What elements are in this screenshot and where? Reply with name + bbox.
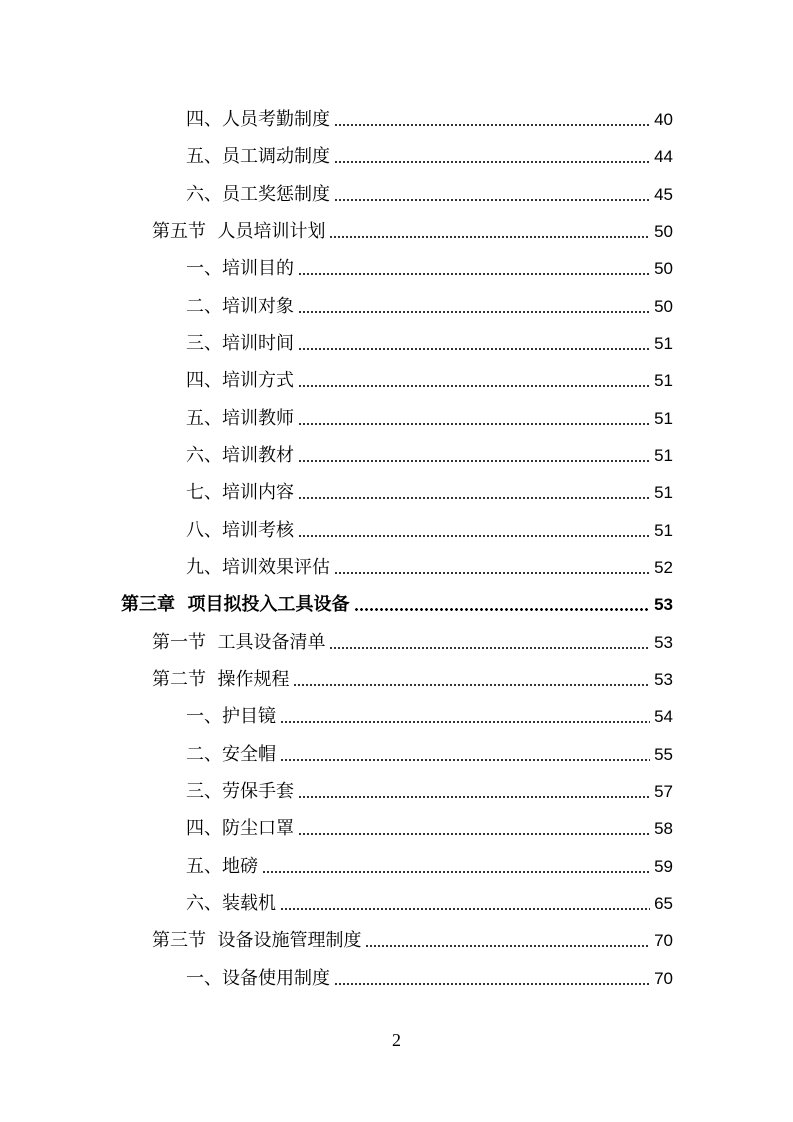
toc-entry[interactable] [186,474,673,504]
dot-leader [354,608,651,611]
toc-entry-title: 安全帽 [222,744,276,765]
toc-chapter-entry[interactable] [121,586,673,616]
toc-entry[interactable] [186,437,673,467]
toc-entry-number: 一、 [186,706,222,727]
toc-entry[interactable] [186,400,673,430]
dot-leader [365,945,650,947]
toc-entry[interactable] [186,138,673,168]
toc-entry-title: 培训方式 [222,370,294,391]
toc-entry-title: 员工调动制度 [222,146,330,167]
dot-leader [329,647,650,649]
toc-entry-title: 工具设备清单 [217,632,326,653]
toc-entry-page: 40 [654,110,673,129]
toc-entry-number: 六、 [186,445,222,466]
dot-leader [298,273,650,275]
toc-entry[interactable] [186,512,673,542]
dot-leader [298,423,650,425]
toc-entry-title: 培训内容 [222,482,294,503]
toc-entry-number: 六、 [186,184,222,205]
toc-entry-number: 四、 [186,109,222,130]
toc-entry-title: 培训目的 [222,258,294,279]
dot-leader [334,161,650,163]
toc-entry[interactable] [186,885,673,915]
toc-entry-page: 59 [654,857,673,876]
toc-entry-number: 六、 [186,893,222,914]
dot-leader [334,983,650,985]
toc-entry-title: 人员培训计划 [217,221,326,242]
toc-entry-number: 第五节 [152,221,218,242]
dot-leader [329,236,650,238]
dot-leader [298,460,650,462]
toc-entry-title: 培训考核 [222,520,294,541]
toc-entry-title: 装载机 [222,893,276,914]
toc-entry-page: 52 [654,558,673,577]
dot-leader [262,871,650,873]
toc-entry[interactable] [186,736,673,766]
dot-leader [298,796,650,798]
toc-entry[interactable] [186,176,673,206]
toc-entry-title: 培训时间 [222,333,294,354]
toc-entry-page: 51 [654,334,673,353]
toc-entry-title: 防尘口罩 [222,818,294,839]
toc-entry-number: 一、 [186,258,222,279]
toc-entry[interactable] [186,773,673,803]
toc-entry-number: 第三章 [121,594,188,615]
toc-entry-number: 五、 [186,408,222,429]
dot-leader [293,684,650,686]
dot-leader [298,385,650,387]
toc-entry[interactable] [186,362,673,392]
toc-entry-title: 培训对象 [222,296,294,317]
toc-entry[interactable] [186,288,673,318]
toc-entry-number: 一、 [186,968,222,989]
dot-leader [334,124,650,126]
toc-entry[interactable] [186,848,673,878]
toc-entry-page: 50 [654,222,673,241]
toc-entry-number: 三、 [186,333,222,354]
toc-entry[interactable] [152,922,673,952]
toc-entry-title: 培训教师 [222,408,294,429]
toc-entry-page: 50 [654,297,673,316]
toc-entry-page: 70 [654,931,673,950]
toc-entry-title: 项目拟投入工具设备 [187,594,350,615]
toc-entry-number: 二、 [186,744,222,765]
toc-entry-page: 51 [654,446,673,465]
toc-entry-page: 55 [654,745,673,764]
toc-entry-title: 设备设施管理制度 [217,930,362,951]
toc-entry[interactable] [152,624,673,654]
dot-leader [280,759,650,761]
toc-entry[interactable] [186,698,673,728]
dot-leader [298,833,650,835]
toc-entry-title: 人员考勤制度 [222,109,330,130]
toc-entry-number: 第三节 [152,930,218,951]
toc-entry-number: 四、 [186,818,222,839]
toc-entry-number: 四、 [186,370,222,391]
dot-leader [298,497,650,499]
toc-entry-title: 操作规程 [217,669,290,690]
dot-leader [280,721,650,723]
toc-entry-page: 53 [654,670,673,689]
toc-entry-page: 44 [654,147,673,166]
toc-entry-title: 护目镜 [222,706,276,727]
toc-entry-page: 65 [654,894,673,913]
toc-entry-page: 58 [654,819,673,838]
toc-entry[interactable] [186,101,673,131]
dot-leader [298,311,650,313]
toc-entry-page: 45 [654,185,673,204]
toc-entry-page: 54 [654,707,673,726]
toc-entry-title: 培训教材 [222,445,294,466]
toc-entry-page: 50 [654,259,673,278]
toc-entry[interactable] [186,549,673,579]
dot-leader [298,535,650,537]
toc-entry[interactable] [186,810,673,840]
toc-entry-page: 51 [654,483,673,502]
toc-entry[interactable] [186,325,673,355]
dot-leader [298,348,650,350]
dot-leader [334,572,650,574]
toc-entry[interactable] [152,213,673,243]
toc-entry-page: 53 [654,595,673,614]
toc-entry-title: 培训效果评估 [222,557,330,578]
dot-leader [280,908,650,910]
toc-entry-page: 51 [654,521,673,540]
toc-entry-number: 七、 [186,482,222,503]
toc-entry-page: 51 [654,371,673,390]
toc-entry-page: 70 [654,969,673,988]
toc-entry-number: 八、 [186,520,222,541]
toc-entry-page: 53 [654,633,673,652]
toc-entry-page: 57 [654,782,673,801]
dot-leader [334,199,650,201]
toc-entry[interactable] [152,661,673,691]
toc-entry[interactable] [186,960,673,990]
toc-entry-number: 第一节 [152,632,218,653]
page-number: 2 [392,1030,401,1050]
toc-entry-title: 员工奖惩制度 [222,184,330,205]
toc-entry-number: 第二节 [152,669,218,690]
toc-entry-number: 二、 [186,296,222,317]
toc-entry-title: 地磅 [222,856,258,877]
toc-entry-page: 51 [654,409,673,428]
toc-entry-number: 五、 [186,856,222,877]
toc-entry-number: 九、 [186,557,222,578]
toc-entry-title: 劳保手套 [222,781,294,802]
toc-entry-number: 五、 [186,146,222,167]
toc-entry-number: 三、 [186,781,222,802]
toc-entry-title: 设备使用制度 [222,968,330,989]
toc-entry[interactable] [186,250,673,280]
